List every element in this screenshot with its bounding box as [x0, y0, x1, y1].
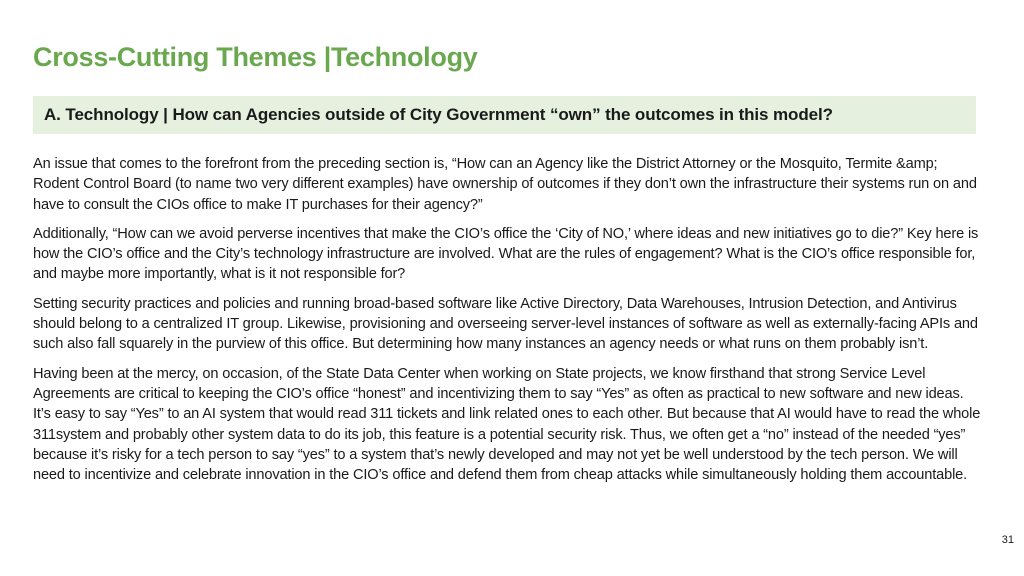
paragraph-centralized-it: Setting security practices and policies and running broad-based software like Active Directory, Data Warehouses, Intrusion Detection, and Antivirus should belong to a centralized IT group. Likewise, provisioning and overseeing server-level instances of software as well as externally-facing APIs and such also fall squarely in the purview of this office. But determining how many instances an agency needs or what runs on them probably isn’t. [33, 295, 978, 353]
section-heading: A. Technology | How can Agencies outside of City Government “own” the outcomes in this model? [44, 105, 833, 124]
slide-title: Cross-Cutting Themes |Technology [33, 42, 478, 72]
paragraph-perverse-incentives: Additionally, “How can we avoid perverse incentives that make the CIO’s office the ‘City of NO,’ where ideas and new initiatives go to die?” Key here is how the CIO’s office and the City’s technology infrastructure are involved. What are the rules of engagement? What is the CIO’s office responsible for, and maybe more importantly, what is it not responsible for? [33, 225, 979, 283]
paragraph-service-level-agreements: Having been at the mercy, on occasion, of the State Data Center when working on State projects, we know firsthand that strong Service Level Agreements are critical to keeping the CIO’s office “honest” and incentivizing them to say “Yes” as often as practical to new software and new ideas. It’s easy to say “Yes” to an AI system that would read 311 tickets and link related ones to each other. But because that AI would have to read the whole 311system and probably other system data to do its job, this feature is a potential security risk. Thus, we often get a “no” instead of the needed “yes” because it’s risky for a tech person to say “yes” to a system that’s newly developed and may not yet be well understood by the tech person. We will need to incentivize and celebrate innovation in the CIO’s office and defend them from cheap attacks while simultaneously holding them accountable. [33, 365, 981, 484]
page-number: 31 [1001, 534, 1014, 546]
section-heading-banner [33, 96, 976, 134]
paragraph-ownership-question: An issue that comes to the forefront from the preceding section is, “How can an Agency like the District Attorney or the Mosquito, Termite &amp; Rodent Control Board (to name two very different examples) have ownership of outcomes if they don’t own the infrastructure their systems run on and have to consult the CIOs office to make IT purchases for their agency?” [33, 156, 977, 213]
body-text [33, 154, 983, 494]
